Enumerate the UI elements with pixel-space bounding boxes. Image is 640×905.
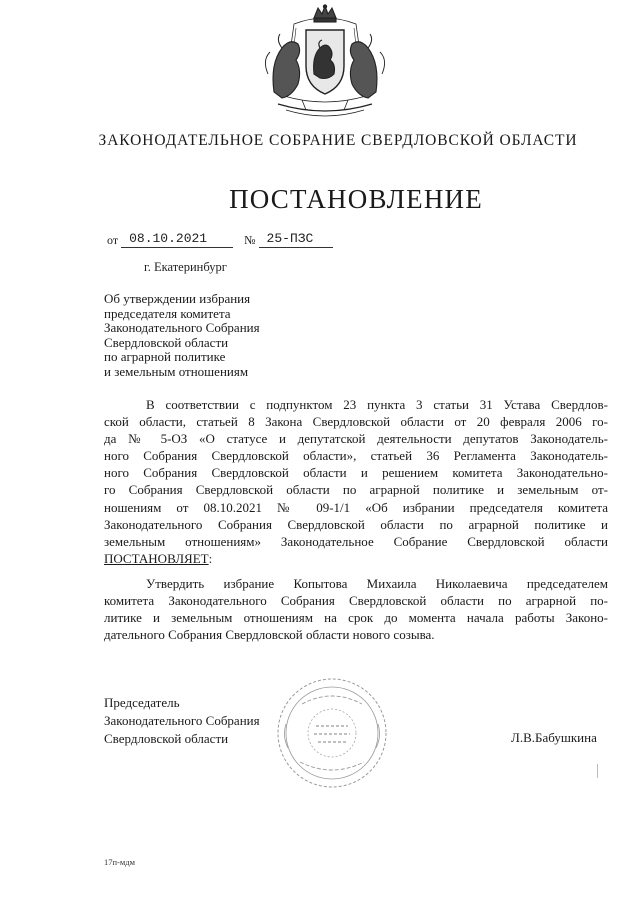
paragraph-line: Утвердить избрание Копытова Михаила Николаевича председателем	[146, 576, 608, 591]
signatory-name: Л.В.Бабушкина	[511, 730, 597, 745]
city: г. Екатеринбург	[144, 260, 227, 274]
paragraph-line: ской области, статьей 8 Закона Свердловской области от 20 февраля 2006 го-	[104, 414, 608, 430]
paragraph-line: да № 5-ОЗ «О статусе и депутатской деятельности депутатов Законодатель-	[104, 431, 608, 447]
resolution-paragraph	[104, 575, 608, 643]
paragraph-line: ного Собрания Свердловской области и решением комитета Законодательно-	[104, 465, 608, 481]
paragraph-line: дательного Собрания Свердловской области нового созыва.	[104, 627, 435, 643]
coat-of-arms-icon	[262, 4, 388, 122]
footer-code: 17п-мдм	[104, 857, 135, 867]
resolves-colon: :	[208, 550, 213, 566]
paragraph-line: ношениям от 08.10.2021 № 09-1/1 «Об избрании председателя комитета	[104, 499, 608, 515]
signatory-position-line: Законодательного Собрания	[104, 713, 260, 728]
number-label: №	[244, 233, 256, 247]
subject-line: Об утверждении избрания	[104, 291, 251, 306]
official-seal-icon	[272, 674, 392, 792]
subject-line: Свердловской области	[104, 334, 229, 350]
paragraph-line: го Собрания Свердловской области по аграрной политике и земельным от-	[104, 482, 608, 498]
paragraph-line: комитета Законодательного Собрания Свердловской области по аграрной по-	[104, 593, 608, 609]
signatory-position-line: Председатель	[104, 695, 180, 710]
date-label: от	[107, 233, 119, 247]
paragraph-line: литике и земельным отношениям на срок до момента начала работы Законо-	[104, 610, 608, 626]
document-type-title: ПОСТАНОВЛЕНИЕ	[229, 184, 483, 214]
signatory-position	[104, 694, 260, 748]
resolves-line	[104, 550, 608, 567]
paragraph-line: земельным отношениям» Законодательное Собрание Свердловской области	[104, 533, 608, 549]
resolves-word: ПОСТАНОВЛЯЕТ	[104, 550, 209, 566]
document-meta-line	[107, 231, 333, 248]
subject-line: и земельным отношениям	[104, 363, 249, 379]
paragraph-line: Законодательного Собрания Свердловской области по аграрной политике и	[104, 516, 608, 532]
subject-line: председателя комитета	[104, 305, 231, 321]
organization-name: ЗАКОНОДАТЕЛЬНОЕ СОБРАНИЕ СВЕРДЛОВСКОЙ ОБЛАСТИ	[98, 132, 578, 149]
paragraph-line: ного Собрания Свердловской области», статьей 36 Регламента Законодатель-	[104, 448, 608, 464]
subject-line: Законодательного Собрания	[104, 320, 260, 336]
margin-mark	[597, 764, 598, 778]
paragraph-line: В соответствии с подпунктом 23 пункта 3 статьи 31 Устава Свердлов-	[146, 397, 608, 412]
document-number: 25-ПЗС	[259, 231, 333, 248]
subject-line: по аграрной политике	[104, 349, 226, 365]
preamble-paragraph	[104, 396, 608, 567]
document-date: 08.10.2021	[121, 231, 233, 248]
document-subject	[104, 292, 260, 380]
signatory-position-line: Свердловской области	[104, 731, 229, 746]
